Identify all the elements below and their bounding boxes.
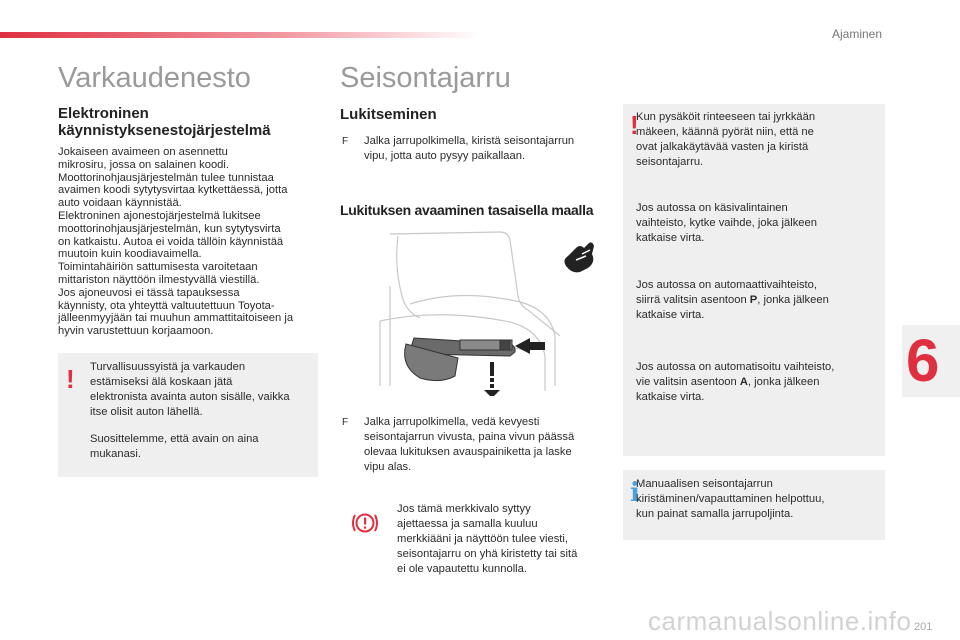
- warning-line: mäkeen, käännä pyörät niin, että ne: [636, 126, 814, 138]
- chapter-number: 6: [906, 327, 940, 394]
- warning-line: itse olisit auton lähellä.: [90, 406, 203, 418]
- warning-line: Kun pysäköit rinteeseen tai jyrkkään: [636, 111, 816, 123]
- body-line: Elektroninen ajonestojärjestelmä lukitsee: [58, 209, 261, 222]
- warning-paragraph: [636, 278, 886, 323]
- warning-line: mukanasi.: [90, 448, 141, 460]
- release-heading: Lukituksen avaaminen tasaisella maalla: [340, 202, 594, 218]
- alert-line: ei ole vapautettu kunnolla.: [397, 563, 527, 575]
- section-label: Ajaminen: [832, 27, 883, 41]
- hand-glove-icon: [564, 242, 594, 272]
- body-line: avaimen koodi sytytysvirtaa kytkettäessä, jotta: [58, 184, 288, 197]
- body-line: muutoin kuin koodiavaimella.: [58, 248, 202, 261]
- left-warning-text: [90, 360, 316, 470]
- warning-line: elektronista avainta auton sisälle, vaikka: [90, 391, 290, 403]
- bullet-mark: F: [342, 417, 349, 428]
- page-number: 201: [914, 621, 933, 633]
- body-line: auto voidaan käynnistää.: [58, 197, 182, 210]
- left-body: [58, 146, 320, 338]
- warning-line: estämiseksi älä koskaan jätä: [90, 376, 233, 388]
- lock-heading: Lukitseminen: [340, 106, 437, 123]
- info-line: kiristäminen/vapauttaminen helpottuu,: [636, 493, 825, 505]
- left-subtitle: [58, 105, 271, 139]
- bullet-line: seisontajarrun vivusta, paina vivun päässä: [364, 431, 575, 443]
- warning-line: Jos autossa on automaattivaihteisto,: [636, 279, 817, 291]
- warning-line: katkaise virta.: [636, 391, 705, 403]
- warning-paragraph: [636, 201, 886, 246]
- middle-title: Seisontajarru: [340, 62, 511, 94]
- alert-line: ajettaessa ja samalla kuuluu: [397, 518, 538, 530]
- body-line: Jokaiseen avaimeen on asennettu: [58, 146, 228, 158]
- body-line: käynnisty, ota yhteyttä valtuutettuun Toyota-: [58, 299, 275, 312]
- alert-line: merkkiääni ja näyttöön tulee viesti,: [397, 533, 569, 545]
- body-line: moottorinohjausjärjestelmän, kun sytytysvirta: [58, 222, 281, 235]
- left-title: Varkaudenesto: [58, 62, 251, 94]
- parking-brake-illustration: [350, 226, 600, 396]
- warning-line: ovat jalkakäytävää vasten ja kiristä: [636, 141, 809, 153]
- warning-line: vie valitsin asentoon A, jonka jälkeen: [636, 376, 820, 388]
- bullet-line: olevaa lukituksen avauspainiketta ja laske: [364, 446, 572, 458]
- body-line: on katkaistu. Autoa ei voida tällöin käynnistää: [58, 235, 284, 248]
- warning-line: Jos autossa on käsivalintainen: [636, 202, 788, 214]
- bullet-line: vipu, jotta auto pysyy paikallaan.: [364, 150, 526, 162]
- warning-line: Turvallisuussyistä ja varkauden: [90, 361, 246, 373]
- left-subtitle-line: käynnistyksenestojärjestelmä: [58, 122, 271, 139]
- info-icon: i: [630, 478, 640, 508]
- warning-line: seisontajarru.: [636, 156, 704, 168]
- alert-text: [397, 502, 617, 577]
- warning-line: katkaise virta.: [636, 309, 705, 321]
- warning-paragraph: [636, 110, 886, 170]
- bullet-line: vipu alas.: [364, 461, 412, 473]
- info-text: [636, 477, 886, 522]
- left-subtitle-line: Elektroninen: [58, 105, 149, 122]
- alert-line: Jos tämä merkkivalo syttyy: [397, 503, 531, 515]
- warning-line: vaihteisto, kytke vaihde, joka jälkeen: [636, 217, 817, 229]
- warning-line: Suosittelemme, että avain on aina: [90, 433, 259, 445]
- body-line: jälleenmyyjään tai muuhun ammattitaitoiseen ja: [58, 312, 294, 325]
- bullet-mark: F: [342, 136, 349, 147]
- info-line: kun painat samalla jarrupoljinta.: [636, 508, 794, 520]
- release-bullet: [342, 415, 612, 479]
- lock-bullet: [342, 134, 612, 166]
- body-line: Jos ajoneuvosi ei tässä tapauksessa: [58, 286, 240, 299]
- body-line: mikrosiru, jossa on salainen koodi.: [58, 158, 230, 171]
- body-line: Moottorinohjausjärjestelmän tulee tunnistaa: [58, 171, 274, 184]
- warning-line: katkaise virta.: [636, 232, 705, 244]
- exclamation-icon: !: [630, 110, 639, 140]
- parking-brake-warning-icon: [350, 508, 380, 538]
- info-line: Manuaalisen seisontajarrun: [636, 478, 773, 490]
- body-line: Toimintahäiriön sattumisesta varoitetaan: [58, 261, 258, 274]
- warning-line: Jos autossa on automatisoitu vaihteisto,: [636, 361, 835, 373]
- body-line: hyvin varustettuun korjaamoon.: [58, 325, 214, 338]
- watermark: carmanualsonline.info: [648, 606, 912, 636]
- warning-paragraph: [636, 360, 886, 405]
- body-line: mittariston näyttöön ilmestyvällä viestillä.: [58, 273, 260, 286]
- header-accent-bar: [0, 32, 480, 38]
- bullet-text: [364, 415, 574, 475]
- bullet-line: Jalka jarrupolkimella, vedä kevyesti: [364, 416, 540, 428]
- alert-line: seisontajarru on yhä kiristetty tai sitä: [397, 548, 578, 560]
- warning-line: siirrä valitsin asentoon P, jonka jälkeen: [636, 294, 829, 306]
- exclamation-icon: !: [66, 364, 75, 394]
- bullet-line: Jalka jarrupolkimella, kiristä seisontajarrun: [364, 135, 575, 147]
- bullet-text: [364, 134, 574, 164]
